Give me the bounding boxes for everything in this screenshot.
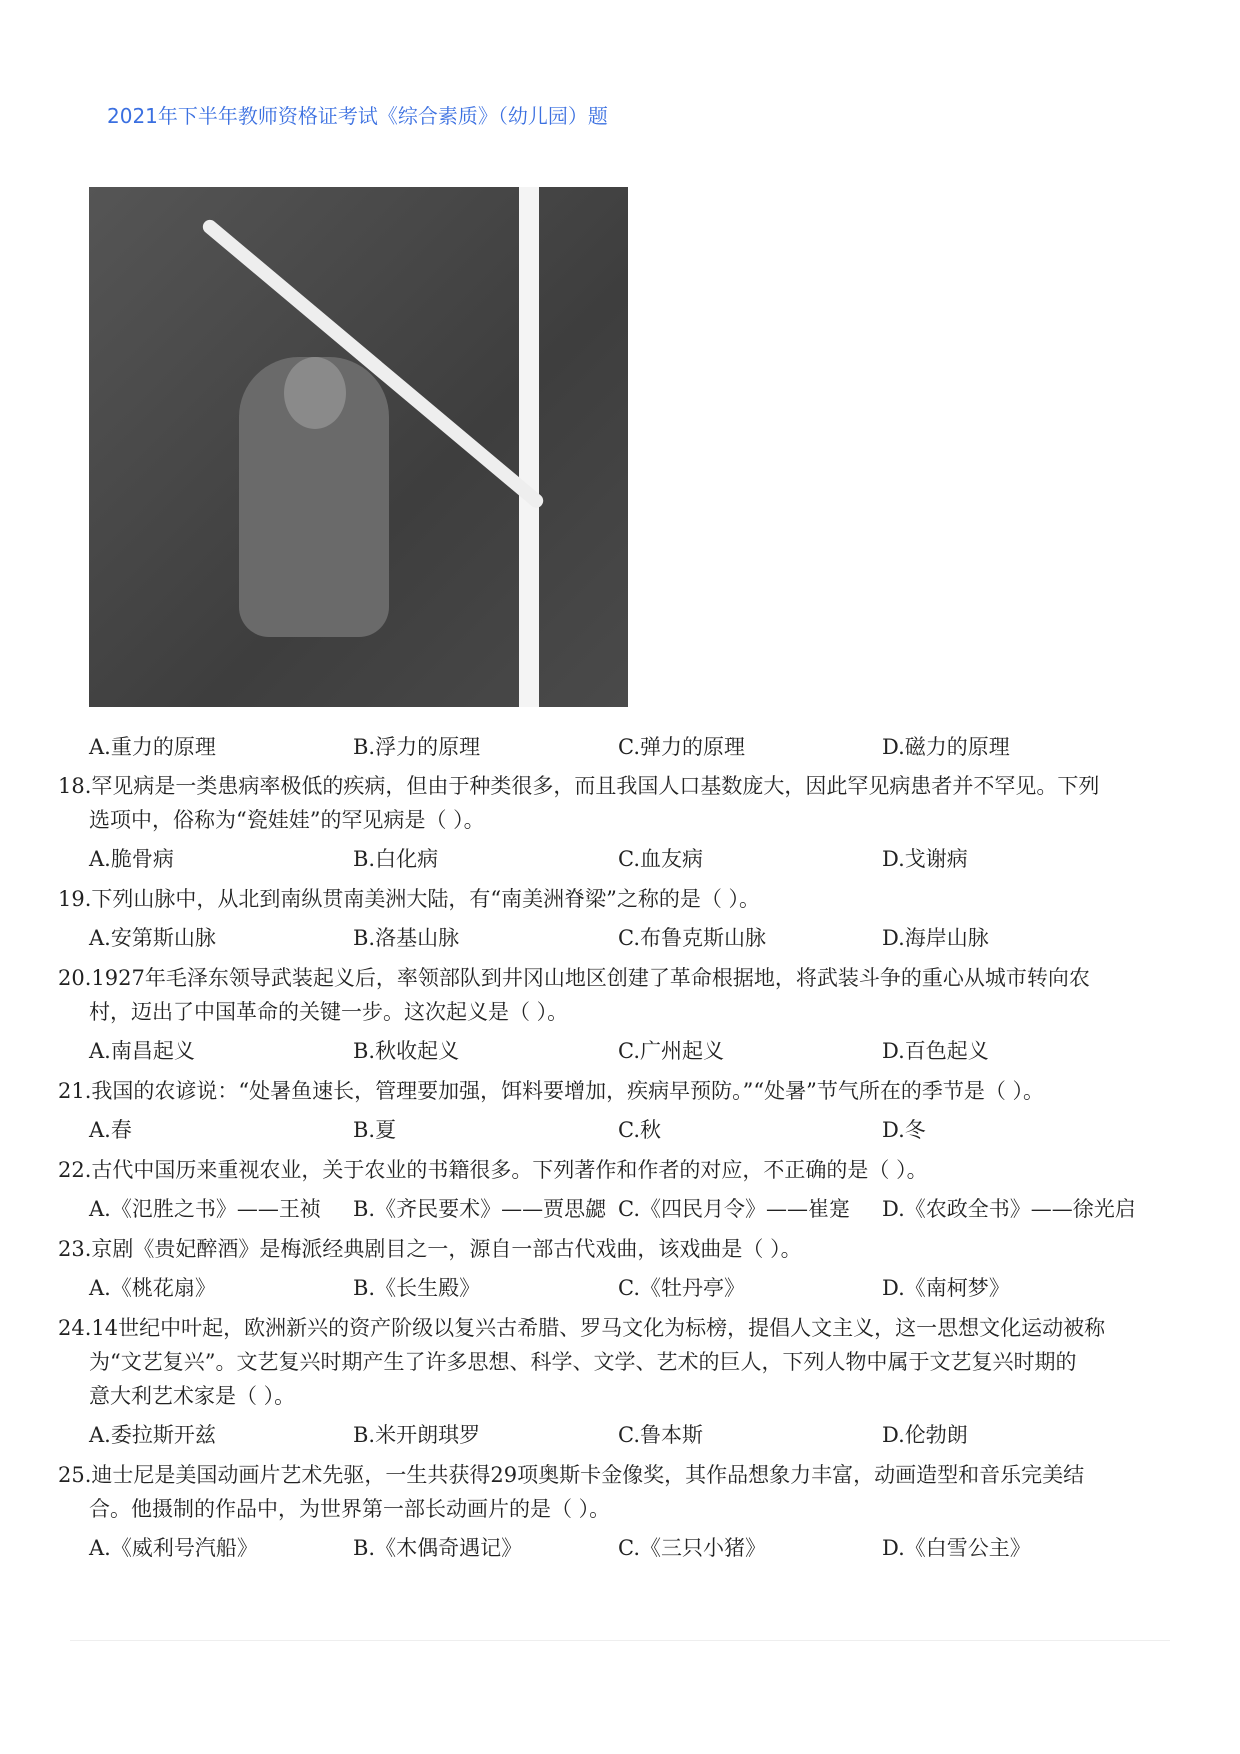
option: A.春 <box>89 1118 132 1142</box>
question-stem: 21.我国的农谚说：“处暑鱼速长，管理要加强，饵料要增加，疾病早预防。”“处暑”节气所在的季节是（ ）。 <box>58 1079 1045 1103</box>
option: A.脆骨病 <box>89 847 174 871</box>
question-stem: 23.京剧《贵妃醉酒》是梅派经典剧目之一，源自一部古代戏曲，该戏曲是（ ）。 <box>58 1237 802 1261</box>
option: D.戈谢病 <box>882 847 968 871</box>
question-stem: 18.罕见病是一类患病率极低的疾病，但由于种类很多，而且我国人口基数庞大，因此罕见病患者并不罕见。下列 <box>58 774 1100 798</box>
option: C.《牡丹亭》 <box>618 1276 745 1300</box>
option: D.海岸山脉 <box>882 926 989 950</box>
option: B.《齐民要术》——贾思勰 <box>353 1197 607 1221</box>
option: A.《氾胜之书》——王祯 <box>89 1197 321 1221</box>
option: A.重力的原理 <box>89 735 216 759</box>
question-stem: 24.14世纪中叶起，欧洲新兴的资产阶级以复兴古希腊、罗马文化为标榜，提倡人文主义，这一思想文化运动被称 <box>58 1316 1106 1340</box>
option: C.鲁本斯 <box>618 1423 703 1447</box>
option: B.浮力的原理 <box>353 735 481 759</box>
option: A.南昌起义 <box>89 1039 195 1063</box>
option: D.《白雪公主》 <box>882 1536 1031 1560</box>
athlete-head <box>284 357 346 429</box>
option: C.弹力的原理 <box>618 735 745 759</box>
option: C.《四民月令》——崔寔 <box>618 1197 850 1221</box>
option: A.《桃花扇》 <box>89 1276 216 1300</box>
question-text: 意大利艺术家是（ ）。 <box>89 1384 296 1408</box>
option: D.百色起义 <box>882 1039 989 1063</box>
option: D.伦勃朗 <box>882 1423 968 1447</box>
question-text: 村，迈出了中国革命的关键一步。这次起义是（ ）。 <box>89 1000 569 1024</box>
option: C.血友病 <box>618 847 703 871</box>
footer-divider <box>70 1640 1170 1641</box>
question-text: 为“文艺复兴”。文艺复兴时期产生了许多思想、科学、文学、艺术的巨人，下列人物中属于文艺复兴时期的 <box>89 1350 1077 1374</box>
option: B.秋收起义 <box>353 1039 460 1063</box>
option: C.《三只小猪》 <box>618 1536 766 1560</box>
option: D.《农政全书》——徐光启 <box>882 1197 1136 1221</box>
question-text: 合。他摄制的作品中，为世界第一部长动画片的是（ ）。 <box>89 1497 611 1521</box>
track-lane-line <box>519 187 539 707</box>
option: B.米开朗琪罗 <box>353 1423 481 1447</box>
option: C.广州起义 <box>618 1039 724 1063</box>
option: A.《威利号汽船》 <box>89 1536 258 1560</box>
question-text: 选项中，俗称为“瓷娃娃”的罕见病是（ ）。 <box>89 808 485 832</box>
option: B.《木偶奇遇记》 <box>353 1536 523 1560</box>
question-stem: 19.下列山脉中，从北到南纵贯南美洲大陆，有“南美洲脊梁”之称的是（ ）。 <box>58 887 761 911</box>
question-stem: 22.古代中国历来重视农业，关于农业的书籍很多。下列著作和作者的对应，不正确的是（ ）。 <box>58 1158 928 1182</box>
option: B.《长生殿》 <box>353 1276 481 1300</box>
option: D.冬 <box>882 1118 926 1142</box>
option: B.白化病 <box>353 847 439 871</box>
option: C.秋 <box>618 1118 661 1142</box>
option: D.磁力的原理 <box>882 735 1010 759</box>
document-title: 2021年下半年教师资格证考试《综合素质》（幼儿园）题 <box>107 104 608 128</box>
option: A.委拉斯开兹 <box>89 1423 216 1447</box>
pole-vault-photo <box>89 187 628 707</box>
option: A.安第斯山脉 <box>89 926 216 950</box>
question-stem: 20.1927年毛泽东领导武装起义后，率领部队到井冈山地区创建了革命根据地，将武装斗争的重心从城市转向农 <box>58 966 1090 990</box>
question-stem: 25.迪士尼是美国动画片艺术先驱，一生共获得29项奥斯卡金像奖，其作品想象力丰富，动画造型和音乐完美结 <box>58 1463 1085 1487</box>
option: C.布鲁克斯山脉 <box>618 926 766 950</box>
option: D.《南柯梦》 <box>882 1276 1010 1300</box>
option: B.夏 <box>353 1118 397 1142</box>
option: B.洛基山脉 <box>353 926 460 950</box>
